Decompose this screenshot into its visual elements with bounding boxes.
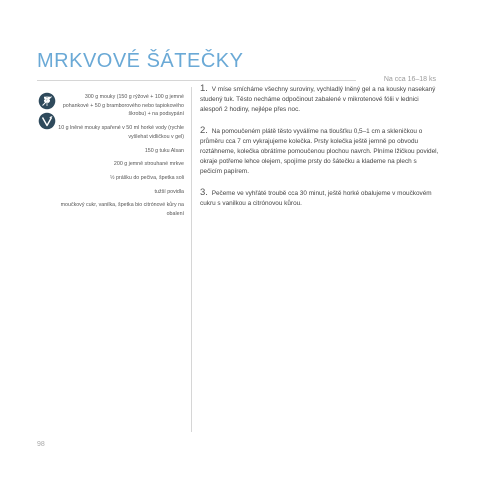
step-text: V míse smícháme všechny suroviny, vychladlý lněný gel a na kousky nasekaný studený tuk. Těsto necháme odpočinout zabalené v mikrotenové fólii v lednici alespoň 2 hodiny, nejlépe přes noc.	[200, 86, 436, 113]
step-number: 2.	[200, 125, 208, 136]
ingredient-item: ½ prášku do pečiva, špetka soli	[110, 174, 184, 181]
step-number: 3.	[200, 187, 208, 198]
step-3	[200, 188, 440, 209]
vegan-icon	[38, 112, 56, 130]
instructions	[200, 84, 440, 220]
page-number: 98	[37, 441, 45, 448]
recipe-title: MRKVOVÉ ŠÁTEČKY	[37, 50, 244, 72]
ingredients-list	[58, 93, 184, 224]
step-text: Pečeme ve vyhřáté troubě cca 30 minut, ještě horké obalujeme v moučkovém cukru s vanilkou a citrónovou kůrou.	[200, 190, 432, 207]
ingredient-item: 300 g mouky (150 g rýžové + 100 g jemné pohankové + 50 g bramborového nebo tapiokového škrobu) + na podsypání	[62, 94, 184, 118]
ingredient-item: 150 g tuku Alsan	[144, 147, 184, 154]
column-divider	[191, 87, 192, 432]
step-2	[200, 126, 440, 177]
serving-size: Na cca 16–18 ks	[383, 76, 436, 83]
ingredient-item: tužší povidla	[154, 188, 184, 195]
ingredient-item: 200 g jemně strouhané mrkve	[113, 161, 184, 168]
step-number: 1.	[200, 83, 208, 94]
step-1	[200, 84, 440, 115]
ingredient-item: 10 g lněné mouky spařené v 50 ml horké vody (rychle vyšlehat vidličkou v gel)	[58, 125, 184, 140]
step-text: Na pomoučeném plátě těsto vyválíme na tloušťku 0,5–1 cm a skleničkou o průměru cca 7 cm vykrajujeme kolečka. Prsty kolečka ještě jemně po obvodu roztáhneme, kolečka obrátíme pomoučenou plochou navrch. Plníme lžičkou povidel, okraje potřeme lehce olejem, spojíme prsty do šátečku a klademe na plech s pečicím papírem.	[200, 128, 439, 175]
ingredient-item: moučkový cukr, vanilka, špetka bio citrónové kůry na obalení	[60, 202, 184, 218]
gluten-free-icon	[38, 92, 56, 110]
